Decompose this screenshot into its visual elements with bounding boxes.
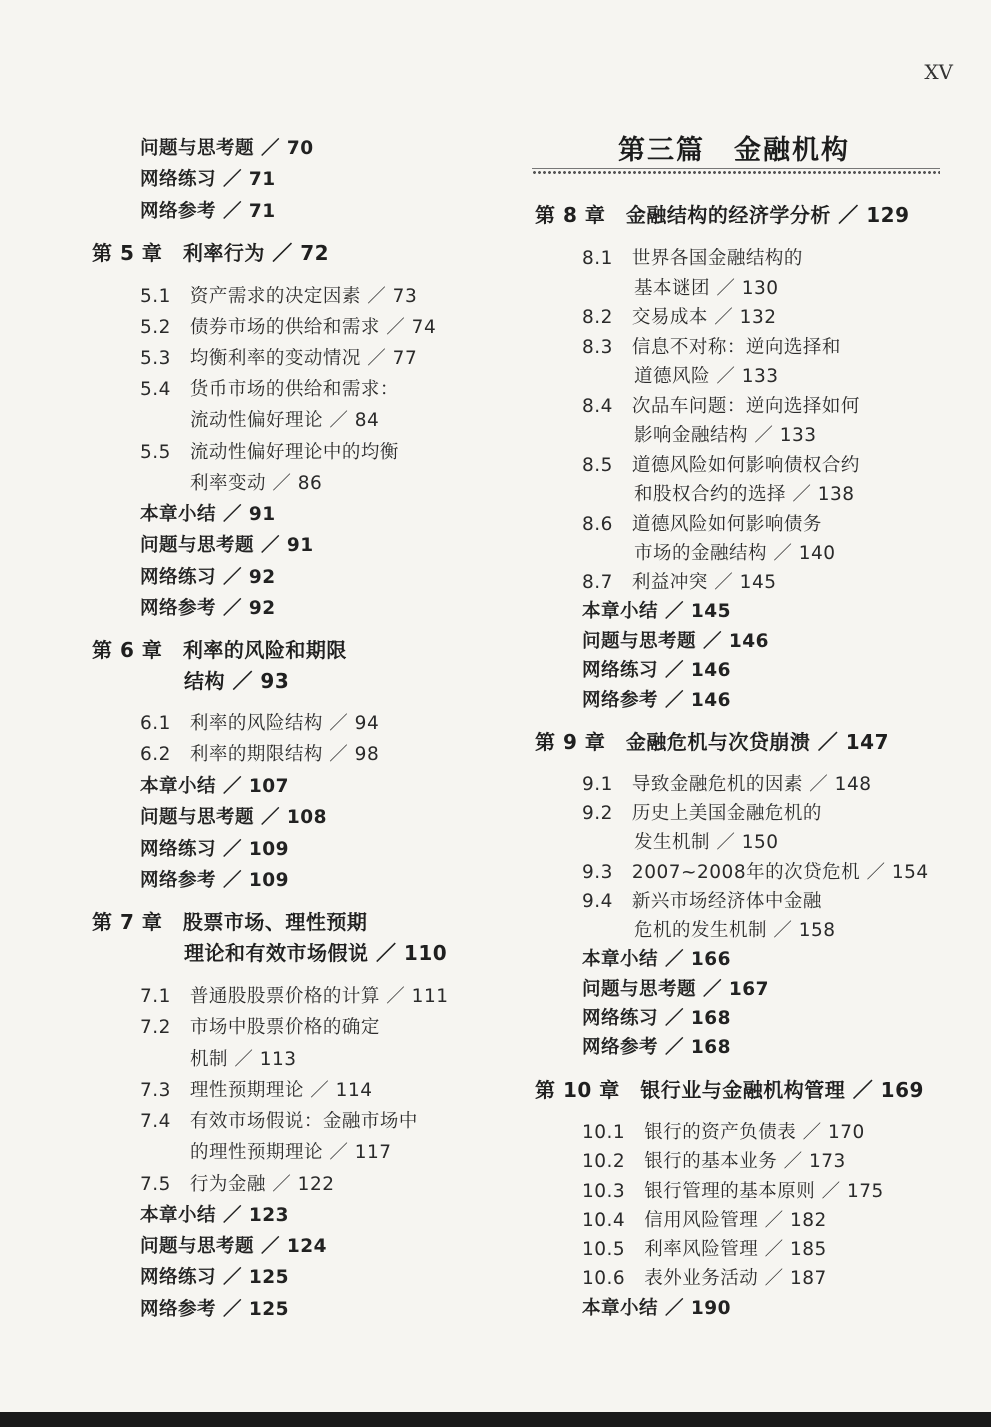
section-entry: 7.4 有效市场假说：金融市场中	[140, 1111, 418, 1132]
toc-entry: 本章小结 ／ 107	[140, 776, 289, 797]
toc-entry: 本章小结 ／ 166	[582, 949, 731, 970]
section-entry-continued: 危机的发生机制 ／ 158	[634, 920, 836, 941]
toc-entry: 网络参考 ／ 71	[140, 201, 276, 222]
toc-entry: 网络练习 ／ 71	[140, 169, 276, 190]
section-entry: 9.2 历史上美国金融危机的	[582, 803, 822, 824]
section-entry-continued: 影响金融结构 ／ 133	[634, 425, 817, 446]
section-entry: 8.7 利益冲突 ／ 145	[582, 572, 777, 593]
chapter-heading: 第 6 章 利率的风险和期限	[92, 638, 347, 662]
chapter-heading: 第 8 章 金融结构的经济学分析 ／ 129	[535, 203, 910, 227]
section-entry: 5.2 债券市场的供给和需求 ／ 74	[140, 317, 437, 338]
section-entry-continued: 发生机制 ／ 150	[634, 832, 779, 853]
section-entry: 7.3 理性预期理论 ／ 114	[140, 1080, 373, 1101]
section-entry-continued: 市场的金融结构 ／ 140	[634, 543, 836, 564]
toc-entry: 网络参考 ／ 125	[140, 1299, 289, 1320]
toc-entry: 问题与思考题 ／ 146	[582, 631, 769, 652]
chapter-heading: 第 9 章 金融危机与次贷崩溃 ／ 147	[535, 730, 890, 754]
toc-entry: 网络参考 ／ 109	[140, 870, 289, 891]
section-entry: 7.1 普通股股票价格的计算 ／ 111	[140, 986, 449, 1007]
section-entry: 8.2 交易成本 ／ 132	[582, 307, 777, 328]
section-entry: 5.5 流动性偏好理论中的均衡	[140, 442, 399, 463]
page-bottom-edge	[0, 1412, 991, 1427]
section-entry: 7.5 行为金融 ／ 122	[140, 1174, 335, 1195]
section-entry-continued: 利率变动 ／ 86	[190, 473, 323, 494]
section-entry: 8.4 次品车问题：逆向选择如何	[582, 396, 860, 417]
toc-entry: 本章小结 ／ 190	[582, 1298, 731, 1319]
toc-entry: 网络参考 ／ 92	[140, 598, 276, 619]
section-entry-continued: 道德风险 ／ 133	[634, 366, 779, 387]
section-entry-continued: 基本谜团 ／ 130	[634, 278, 779, 299]
toc-entry: 问题与思考题 ／ 108	[140, 807, 327, 828]
section-entry-continued: 机制 ／ 113	[190, 1049, 297, 1070]
toc-entry: 网络参考 ／ 146	[582, 690, 731, 711]
page-number: XV	[924, 60, 953, 84]
toc-entry: 网络练习 ／ 146	[582, 660, 731, 681]
section-entry: 10.4 信用风险管理 ／ 182	[582, 1210, 827, 1231]
section-entry: 6.2 利率的期限结构 ／ 98	[140, 744, 380, 765]
toc-entry: 网络练习 ／ 92	[140, 567, 276, 588]
section-entry-continued: 和股权合约的选择 ／ 138	[634, 484, 855, 505]
toc-entry: 本章小结 ／ 145	[582, 601, 731, 622]
section-entry: 9.3 2007~2008年的次贷危机 ／ 154	[582, 862, 929, 883]
toc-entry: 问题与思考题 ／ 91	[140, 535, 314, 556]
section-entry: 10.2 银行的基本业务 ／ 173	[582, 1151, 846, 1172]
section-entry: 5.1 资产需求的决定因素 ／ 73	[140, 286, 418, 307]
chapter-heading: 第 5 章 利率行为 ／ 72	[92, 241, 330, 265]
toc-entry: 本章小结 ／ 123	[140, 1205, 289, 1226]
chapter-heading-continued: 结构 ／ 93	[184, 669, 290, 693]
section-entry: 7.2 市场中股票价格的确定	[140, 1017, 380, 1038]
toc-entry: 问题与思考题 ／ 124	[140, 1236, 327, 1257]
section-entry: 8.5 道德风险如何影响债权合约	[582, 455, 860, 476]
toc-entry: 问题与思考题 ／ 70	[140, 138, 314, 159]
section-entry: 8.1 世界各国金融结构的	[582, 248, 803, 269]
chapter-heading-continued: 理论和有效市场假说 ／ 110	[184, 941, 448, 965]
part-title: 第三篇 金融机构	[618, 135, 850, 166]
section-entry: 8.6 道德风险如何影响债务	[582, 514, 822, 535]
toc-entry: 网络练习 ／ 109	[140, 839, 289, 860]
section-entry: 8.3 信息不对称：逆向选择和	[582, 337, 841, 358]
toc-entry: 网络练习 ／ 125	[140, 1267, 289, 1288]
section-entry: 9.4 新兴市场经济体中金融	[582, 891, 822, 912]
toc-entry: 网络参考 ／ 168	[582, 1037, 731, 1058]
section-entry: 6.1 利率的风险结构 ／ 94	[140, 713, 380, 734]
section-entry: 10.3 银行管理的基本原则 ／ 175	[582, 1181, 884, 1202]
section-entry-continued: 流动性偏好理论 ／ 84	[190, 410, 380, 431]
section-entry: 10.6 表外业务活动 ／ 187	[582, 1268, 827, 1289]
part-title-ornament-rule	[532, 168, 940, 176]
section-entry-continued: 的理性预期理论 ／ 117	[190, 1142, 392, 1163]
section-entry: 10.5 利率风险管理 ／ 185	[582, 1239, 827, 1260]
chapter-heading: 第 10 章 银行业与金融机构管理 ／ 169	[535, 1078, 924, 1102]
chapter-heading: 第 7 章 股票市场、理性预期	[92, 910, 368, 934]
toc-entry: 问题与思考题 ／ 167	[582, 979, 769, 1000]
toc-entry: 网络练习 ／ 168	[582, 1008, 731, 1029]
section-entry: 10.1 银行的资产负债表 ／ 170	[582, 1122, 865, 1143]
section-entry: 5.3 均衡利率的变动情况 ／ 77	[140, 348, 418, 369]
section-entry: 5.4 货币市场的供给和需求：	[140, 379, 399, 400]
section-entry: 9.1 导致金融危机的因素 ／ 148	[582, 774, 872, 795]
toc-entry: 本章小结 ／ 91	[140, 504, 276, 525]
